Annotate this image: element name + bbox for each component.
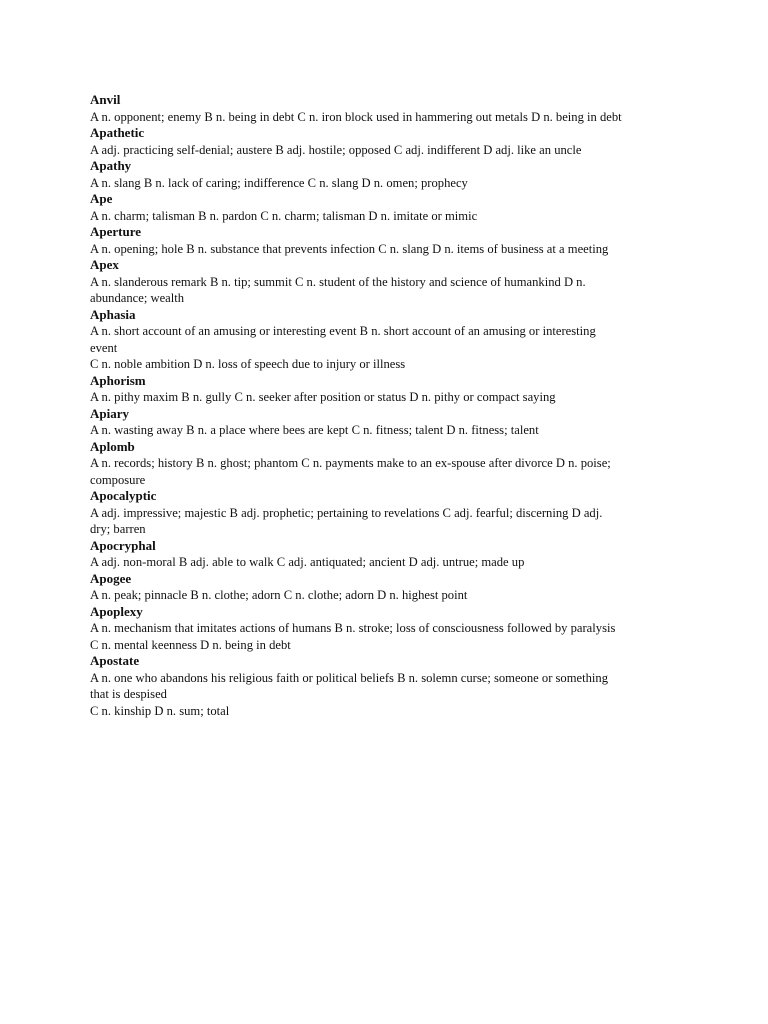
vocab-options xyxy=(90,175,690,192)
vocab-options-line: A n. slang B n. lack of caring; indifference C n. slang D n. omen; prophecy xyxy=(90,175,468,190)
vocab-options-line: C n. kinship D n. sum; total xyxy=(90,703,230,718)
vocab-options-line: abundance; wealth xyxy=(90,291,185,305)
vocab-word: Aphasia xyxy=(90,306,136,322)
vocab-entry xyxy=(90,224,690,257)
vocab-word: Ape xyxy=(90,191,113,206)
vocab-word: Apex xyxy=(90,257,119,272)
vocab-options-line: C n. mental keenness D n. being in debt xyxy=(90,637,291,652)
vocab-options-line: event xyxy=(90,340,118,355)
vocab-options-line: A n. wasting away B n. a place where bees are kept C n. fitness; talent D n. fitness; talent xyxy=(90,423,539,437)
vocab-options xyxy=(90,422,690,439)
vocab-options-line: A n. opening; hole B n. substance that prevents infection C n. slang D n. items of business at a meeting xyxy=(90,241,609,256)
vocab-options-line: C n. noble ambition D n. loss of speech due to injury or illness xyxy=(90,357,406,371)
vocab-options-line: A adj. impressive; majestic B adj. prophetic; pertaining to revelations C adj. fearful; discerning D adj. xyxy=(90,505,603,520)
vocab-entry xyxy=(90,604,690,654)
vocab-entry xyxy=(90,653,690,719)
vocab-options-line: A n. opponent; enemy B n. being in debt C n. iron block used in hammering out metals D n. being in debt xyxy=(90,109,622,124)
vocab-entry xyxy=(90,158,690,191)
vocab-options-line: A n. peak; pinnacle B n. clothe; adorn C n. clothe; adorn D n. highest point xyxy=(90,588,468,602)
vocab-options-line: that is despised xyxy=(90,687,167,701)
vocab-word: Apiary xyxy=(90,405,129,421)
vocab-options-line: dry; barren xyxy=(90,522,146,536)
vocab-word: Aphorism xyxy=(90,372,146,388)
vocab-options xyxy=(90,109,690,126)
vocab-options-line: A n. mechanism that imitates actions of humans B n. stroke; loss of consciousness followed by paralysis xyxy=(90,621,616,635)
vocab-entry xyxy=(90,406,690,439)
vocab-word: Apathy xyxy=(90,158,132,173)
vocab-options xyxy=(90,389,690,406)
vocab-options-line: A adj. non-moral B adj. able to walk C adj. antiquated; ancient D adj. untrue; made up xyxy=(90,555,525,569)
vocab-options xyxy=(90,142,690,159)
vocab-options xyxy=(90,274,690,307)
vocab-entry xyxy=(90,439,690,489)
vocab-options xyxy=(90,505,690,538)
document-page xyxy=(90,92,690,719)
vocab-options-line: A n. one who abandons his religious faith or political beliefs B n. solemn curse; someone or something xyxy=(90,670,609,685)
vocab-entry xyxy=(90,191,690,224)
vocab-options-line: A n. slanderous remark B n. tip; summit C n. student of the history and science of humankind D n. xyxy=(90,274,586,289)
vocab-options-line: A adj. practicing self-denial; austere B adj. hostile; opposed C adj. indifferent D adj. like an uncle xyxy=(90,142,582,157)
vocab-word: Apocryphal xyxy=(90,537,156,553)
vocab-options-line: composure xyxy=(90,472,146,487)
vocab-options xyxy=(90,455,690,488)
vocab-entry xyxy=(90,257,690,307)
vocab-options xyxy=(90,208,690,225)
vocab-entry xyxy=(90,125,690,158)
vocab-options xyxy=(90,670,690,720)
vocab-options xyxy=(90,620,690,653)
vocab-options-line: A n. short account of an amusing or interesting event B n. short account of an amusing or interesting xyxy=(90,324,596,338)
vocab-word: Aperture xyxy=(90,224,142,239)
vocab-word: Apostate xyxy=(90,653,140,668)
vocab-word: Apogee xyxy=(90,570,132,586)
vocab-entry xyxy=(90,571,690,604)
vocab-word: Aplomb xyxy=(90,438,135,454)
vocab-word: Apocalyptic xyxy=(90,488,157,503)
vocab-options-line: A n. charm; talisman B n. pardon C n. charm; talisman D n. imitate or mimic xyxy=(90,208,478,223)
vocab-options-line: A n. records; history B n. ghost; phantom C n. payments make to an ex-spouse after divorce D n. poise; xyxy=(90,456,611,470)
vocab-word: Anvil xyxy=(90,92,121,107)
vocab-entry xyxy=(90,92,690,125)
vocab-word: Apathetic xyxy=(90,125,145,140)
vocab-entry xyxy=(90,488,690,538)
vocab-options xyxy=(90,587,690,604)
vocab-entry xyxy=(90,373,690,406)
vocab-word: Apoplexy xyxy=(90,603,143,619)
vocab-entry xyxy=(90,538,690,571)
vocab-options xyxy=(90,323,690,373)
vocab-entry xyxy=(90,307,690,373)
vocab-options xyxy=(90,241,690,258)
vocab-options-line: A n. pithy maxim B n. gully C n. seeker after position or status D n. pithy or compact saying xyxy=(90,390,556,404)
vocab-options xyxy=(90,554,690,571)
